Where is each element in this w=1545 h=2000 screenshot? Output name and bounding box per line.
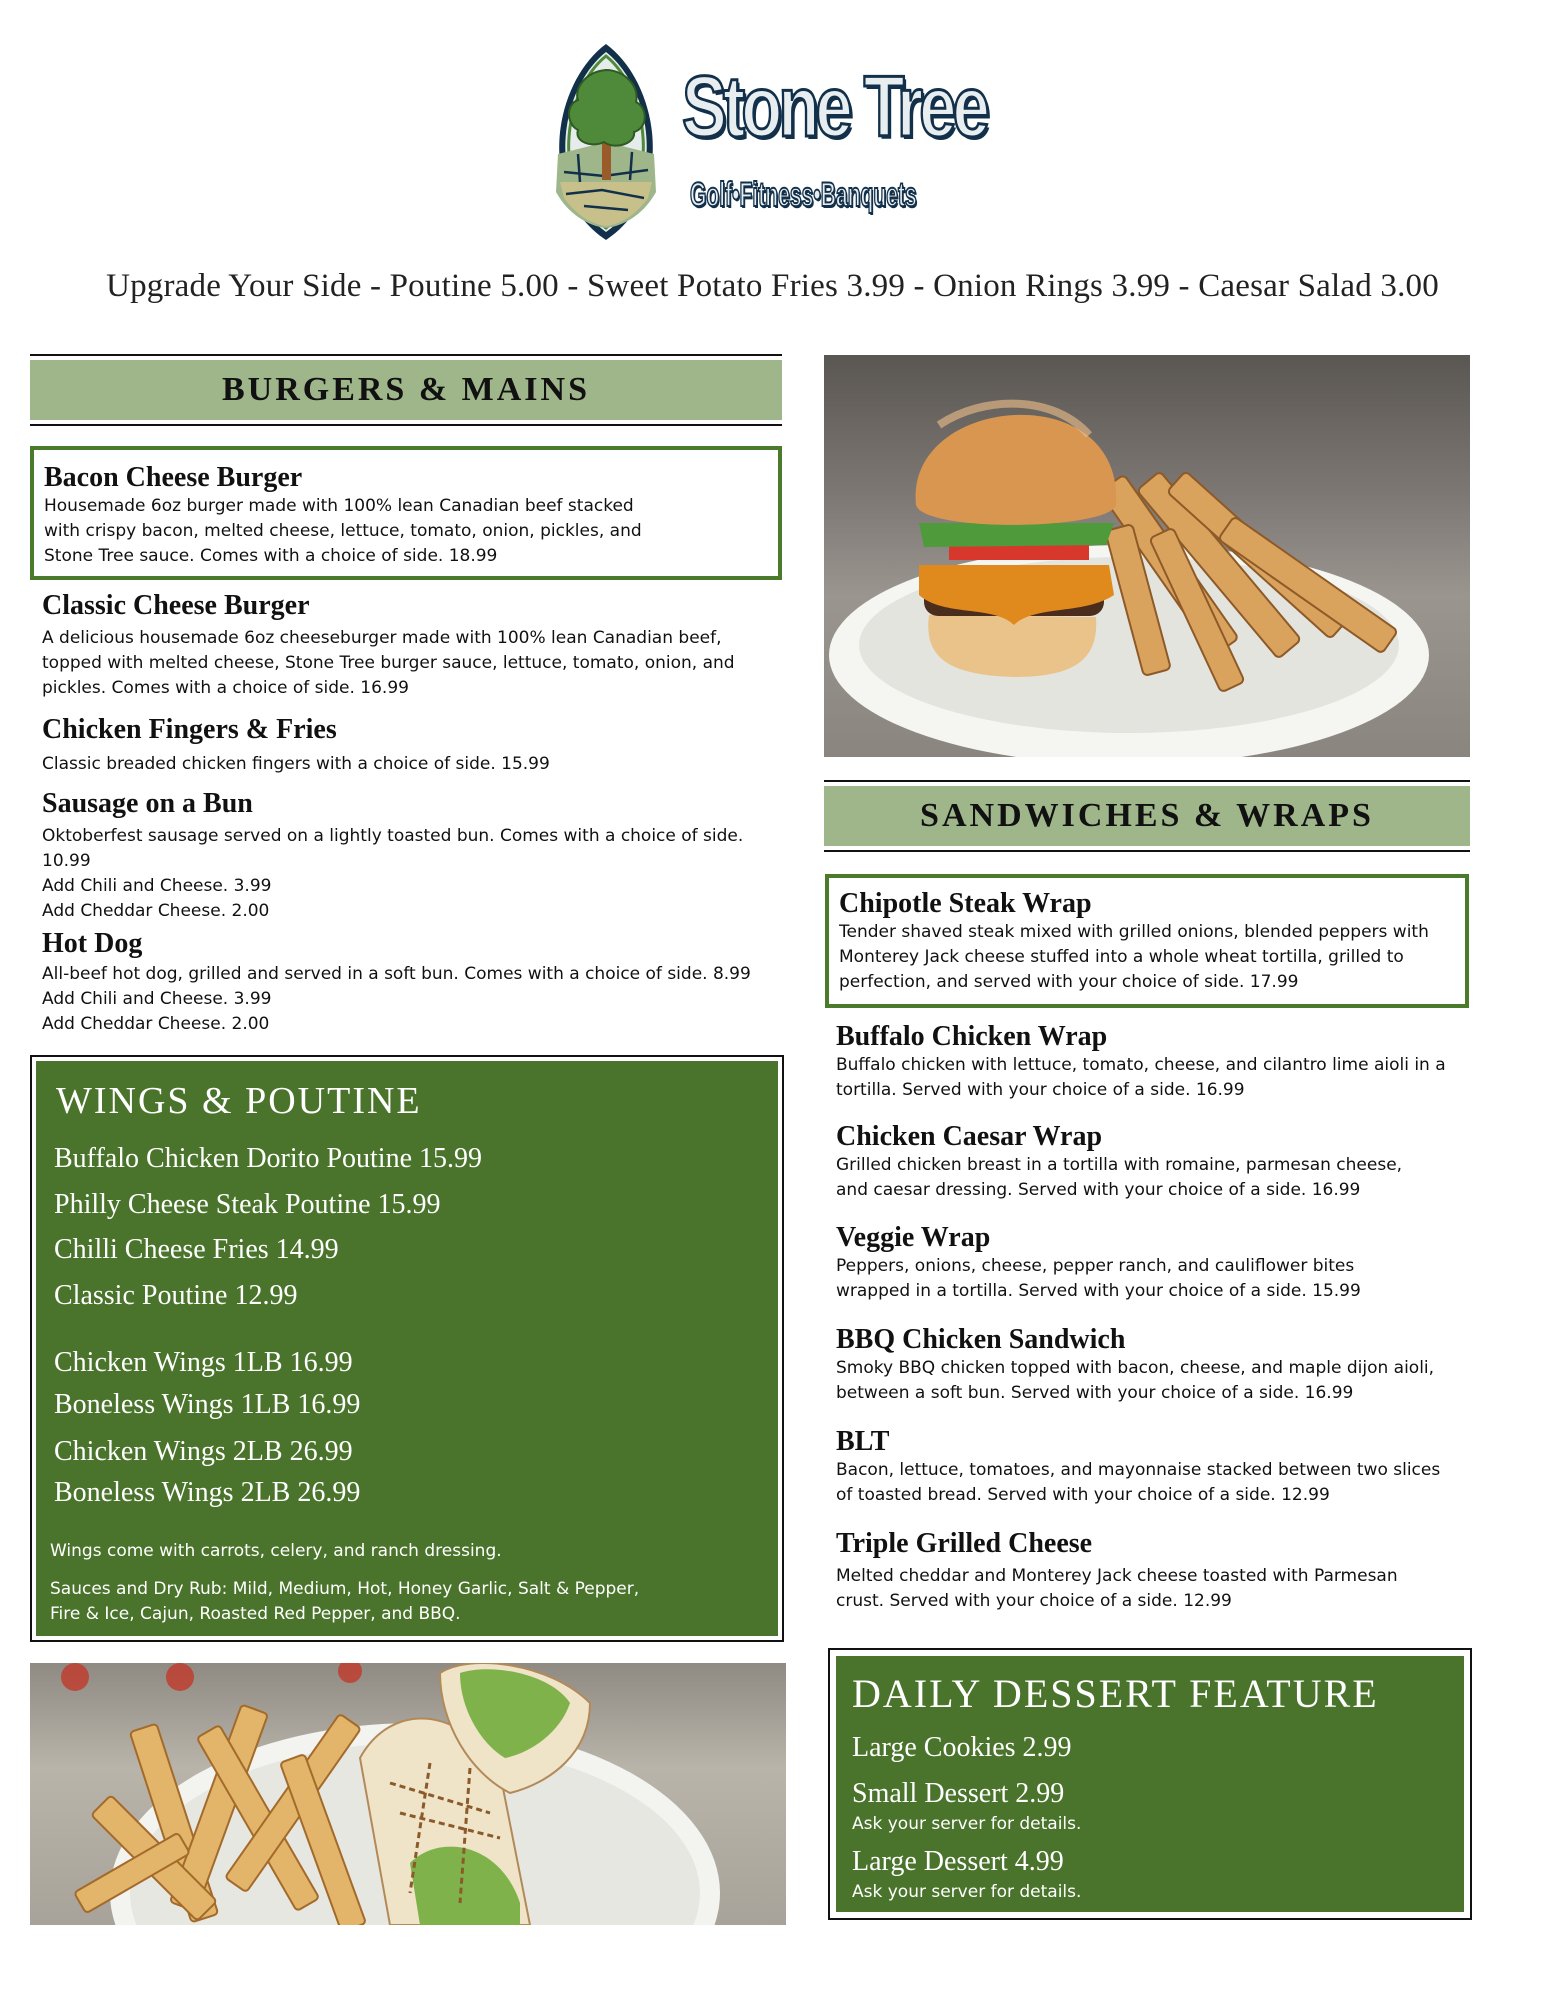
item-name: Veggie Wrap <box>836 1222 991 1253</box>
menu-item-blt <box>836 1426 1476 1508</box>
burger-photo-illustration <box>824 355 1470 757</box>
item-name: Sausage on a Bun <box>42 788 253 819</box>
desc-line: Buffalo chicken with lettuce, tomato, cheese, and cilantro lime aioli in a <box>836 1055 1446 1076</box>
addon-line: Add Cheddar Cheese. 2.00 <box>42 1014 270 1035</box>
poutine-item: Chilli Cheese Fries 14.99 <box>54 1234 339 1265</box>
tree-shield-icon <box>544 42 668 242</box>
item-desc <box>44 494 768 569</box>
item-desc <box>42 752 782 777</box>
sauces-line: Fire & Ice, Cajun, Roasted Red Pepper, and BBQ. <box>50 1604 461 1624</box>
sandwiches-wraps-header <box>824 780 1470 852</box>
sauces-note <box>50 1577 639 1627</box>
item-desc <box>836 1458 1476 1508</box>
sandwiches-wraps-title: SANDWICHES & WRAPS <box>824 786 1470 846</box>
item-desc <box>42 824 782 924</box>
item-desc <box>42 626 782 701</box>
item-name: Hot Dog <box>42 928 143 959</box>
wrap-photo-illustration <box>30 1663 786 1925</box>
poutine-item: Philly Cheese Steak Poutine 15.99 <box>54 1189 441 1220</box>
item-desc <box>42 962 802 1037</box>
poutine-item: Classic Poutine 12.99 <box>54 1280 298 1311</box>
item-desc <box>836 1053 1476 1103</box>
wings-note: Wings come with carrots, celery, and ranch dressing. <box>50 1541 502 1561</box>
desc-line: Housemade 6oz burger made with 100% lean Canadian beef stacked <box>44 496 634 517</box>
menu-item-bbq-chicken-sandwich <box>836 1324 1476 1406</box>
item-name: Triple Grilled Cheese <box>836 1528 1093 1559</box>
desc-line: Oktoberfest sausage served on a lightly toasted bun. Comes with a choice of side. <box>42 826 744 847</box>
item-name: BLT <box>836 1426 890 1457</box>
desc-line: Bacon, lettuce, tomatoes, and mayonnaise stacked between two slices <box>836 1460 1441 1481</box>
stone-tree-logo <box>544 42 1004 242</box>
menu-item-classic-cheese-burger <box>42 590 782 701</box>
desc-line: Stone Tree sauce. Comes with a choice of side. 18.99 <box>44 546 498 567</box>
item-desc <box>836 1153 1476 1203</box>
poutine-item: Buffalo Chicken Dorito Poutine 15.99 <box>54 1143 482 1174</box>
desc-line: Grilled chicken breast in a tortilla with romaine, parmesan cheese, <box>836 1155 1403 1176</box>
menu-item-chicken-fingers <box>42 714 782 777</box>
desc-line: with crispy bacon, melted cheese, lettuce, tomato, onion, pickles, and <box>44 521 642 542</box>
daily-dessert-box <box>828 1648 1472 1920</box>
item-name: Chipotle Steak Wrap <box>839 888 1092 919</box>
item-desc <box>836 1254 1476 1304</box>
item-desc <box>839 920 1455 995</box>
dessert-item-note: Ask your server for details. <box>852 1814 1082 1834</box>
desc-line: Melted cheddar and Monterey Jack cheese toasted with Parmesan <box>836 1566 1398 1587</box>
featured-item-bacon-cheese-burger <box>30 446 782 580</box>
desc-line: All-beef hot dog, grilled and served in a soft bun. Comes with a choice of side. 8.99 <box>42 964 751 985</box>
item-name: Classic Cheese Burger <box>42 590 310 621</box>
wings-item: Chicken Wings 1LB 16.99 <box>54 1347 353 1378</box>
burgers-mains-title: BURGERS & MAINS <box>30 360 782 420</box>
desc-line: pickles. Comes with a choice of side. 16.99 <box>42 678 409 699</box>
wings-poutine-title: WINGS & POUTINE <box>56 1080 422 1122</box>
dessert-item-name: Large Dessert 4.99 <box>852 1846 1064 1877</box>
desc-line: of toasted bread. Served with your choice of a side. 12.99 <box>836 1485 1330 1506</box>
wrap-and-fries-photo <box>30 1663 786 1925</box>
desc-line: A delicious housemade 6oz cheeseburger made with 100% lean Canadian beef, <box>42 628 722 649</box>
addon-line: Add Chili and Cheese. 3.99 <box>42 876 272 897</box>
addon-line: Add Cheddar Cheese. 2.00 <box>42 901 270 922</box>
desc-line: crust. Served with your choice of a side. 12.99 <box>836 1591 1232 1612</box>
desc-line: between a soft bun. Served with your choice of a side. 16.99 <box>836 1383 1354 1404</box>
desc-line: Peppers, onions, cheese, pepper ranch, and cauliflower bites <box>836 1256 1355 1277</box>
desc-line: Smoky BBQ chicken topped with bacon, cheese, and maple dijon aioli, <box>836 1358 1435 1379</box>
wings-poutine-panel <box>36 1061 778 1636</box>
desc-line: Classic breaded chicken fingers with a choice of side. 15.99 <box>42 754 550 775</box>
sauces-line: Sauces and Dry Rub: Mild, Medium, Hot, Honey Garlic, Salt & Pepper, <box>50 1579 640 1599</box>
wings-poutine-box <box>30 1055 784 1642</box>
desc-line: Tender shaved steak mixed with grilled onions, blended peppers with <box>839 922 1429 943</box>
burger-and-fries-photo <box>824 355 1470 757</box>
desc-line: perfection, and served with your choice of side. 17.99 <box>839 972 1299 993</box>
item-name: Chicken Fingers & Fries <box>42 714 337 745</box>
item-name: Buffalo Chicken Wrap <box>836 1021 1108 1052</box>
dessert-item-name: Small Dessert 2.99 <box>852 1778 1065 1809</box>
daily-dessert-panel <box>836 1656 1464 1912</box>
desc-line: topped with melted cheese, Stone Tree burger sauce, lettuce, tomato, onion, and <box>42 653 735 674</box>
item-desc <box>836 1564 1476 1614</box>
menu-item-sausage-on-a-bun <box>42 788 782 924</box>
item-desc <box>836 1356 1476 1406</box>
dessert-item-name: Large Cookies 2.99 <box>852 1732 1072 1763</box>
wings-item: Boneless Wings 2LB 26.99 <box>54 1477 361 1508</box>
desc-line: and caesar dressing. Served with your choice of a side. 16.99 <box>836 1180 1361 1201</box>
menu-item-chicken-caesar-wrap <box>836 1121 1476 1203</box>
item-name: BBQ Chicken Sandwich <box>836 1324 1126 1355</box>
logo-tagline: Golf•Fitness•Banquets <box>690 176 917 214</box>
desc-line: 10.99 <box>42 851 91 872</box>
menu-item-veggie-wrap <box>836 1222 1476 1304</box>
wings-item: Chicken Wings 2LB 26.99 <box>54 1436 353 1467</box>
desc-line: Monterey Jack cheese stuffed into a whole wheat tortilla, grilled to <box>839 947 1404 968</box>
featured-item-chipotle-steak-wrap <box>825 874 1469 1008</box>
burgers-mains-header <box>30 354 782 426</box>
item-name: Chicken Caesar Wrap <box>836 1121 1103 1152</box>
desc-line: tortilla. Served with your choice of a side. 16.99 <box>836 1080 1245 1101</box>
upgrade-side-line: Upgrade Your Side - Poutine 5.00 - Sweet Potato Fries 3.99 - Onion Rings 3.99 - Caesar Salad 3.00 <box>106 268 1439 304</box>
dessert-item-note: Ask your server for details. <box>852 1882 1082 1902</box>
menu-item-buffalo-chicken-wrap <box>836 1021 1476 1103</box>
logo-wordmark: Stone Tree <box>682 59 986 155</box>
menu-item-hot-dog <box>42 928 802 1037</box>
desc-line: wrapped in a tortilla. Served with your choice of a side. 15.99 <box>836 1281 1361 1302</box>
wings-item: Boneless Wings 1LB 16.99 <box>54 1389 361 1420</box>
item-name: Bacon Cheese Burger <box>44 462 303 493</box>
menu-item-triple-grilled-cheese <box>836 1528 1476 1614</box>
dessert-title: DAILY DESSERT FEATURE <box>852 1671 1379 1716</box>
addon-line: Add Chili and Cheese. 3.99 <box>42 989 272 1010</box>
